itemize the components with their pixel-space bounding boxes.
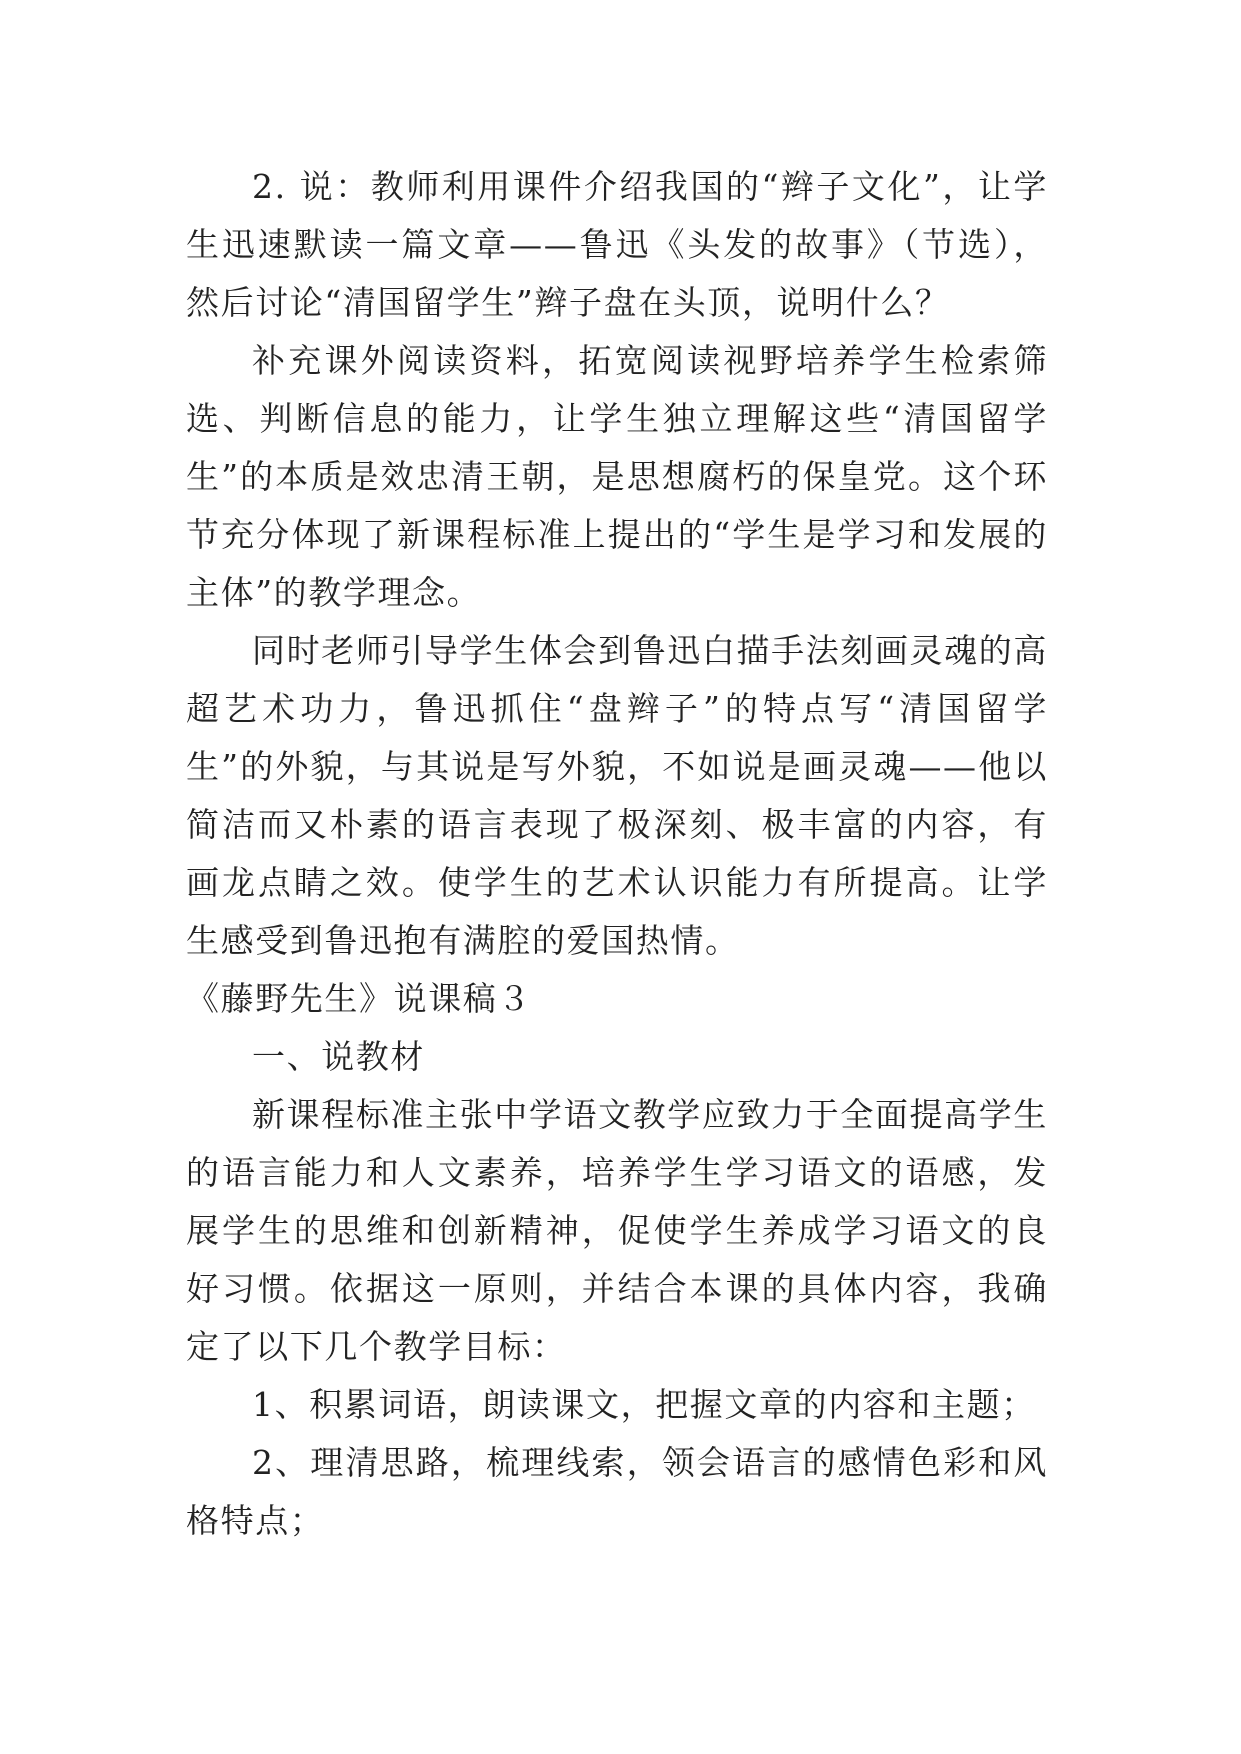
paragraph-extended-reading: 补充课外阅读资料，拓宽阅读视野培养学生检索筛选、判断信息的能力，让学生独立理解这些“清国留学生”的本质是效忠清王朝，是思想腐朽的保皇党。这个环节充分体现了新课程标准上提出的“学生是学习和发展的主体”的教学理念。 <box>186 341 1048 612</box>
section-heading: 一、说教材 <box>252 1037 425 1076</box>
paragraph-art-technique: 同时老师引导学生体会到鲁迅白描手法刻画灵魂的高超艺术功力，鲁迅抓住“盘辫子”的特点写“清国留学生”的外貌，与其说是写外貌，不如说是画灵魂——他以简洁而又朴素的语言表现了极深刻、极丰富的内容，有画龙点睛之效。使学生的艺术认识能力有所提高。让学生感受到鲁迅抱有满腔的爱国热情。 <box>186 631 1048 960</box>
document-title: 《藤野先生》说课稿３ <box>186 979 532 1018</box>
objective-item-1: 1、积累词语，朗读课文，把握文章的内容和主题； <box>252 1385 1036 1424</box>
paragraph-speaking-activity: 2. 说：教师利用课件介绍我国的“辫子文化”，让学生迅速默读一篇文章——鲁迅《头发的故事》（节选），然后讨论“清国留学生”辫子盘在头顶，说明什么？ <box>186 167 1048 322</box>
paragraph-curriculum-standard: 新课程标准主张中学语文教学应致力于全面提高学生的语言能力和人文素养，培养学生学习语文的语感，发展学生的思维和创新精神，促使学生养成学习语文的良好习惯。依据这一原则，并结合本课的具体内容，我确定了以下几个教学目标： <box>186 1095 1048 1366</box>
objective-item-2: 2、理清思路，梳理线索，领会语言的感情色彩和风格特点； <box>186 1443 1048 1540</box>
document-body <box>186 158 1048 1550</box>
